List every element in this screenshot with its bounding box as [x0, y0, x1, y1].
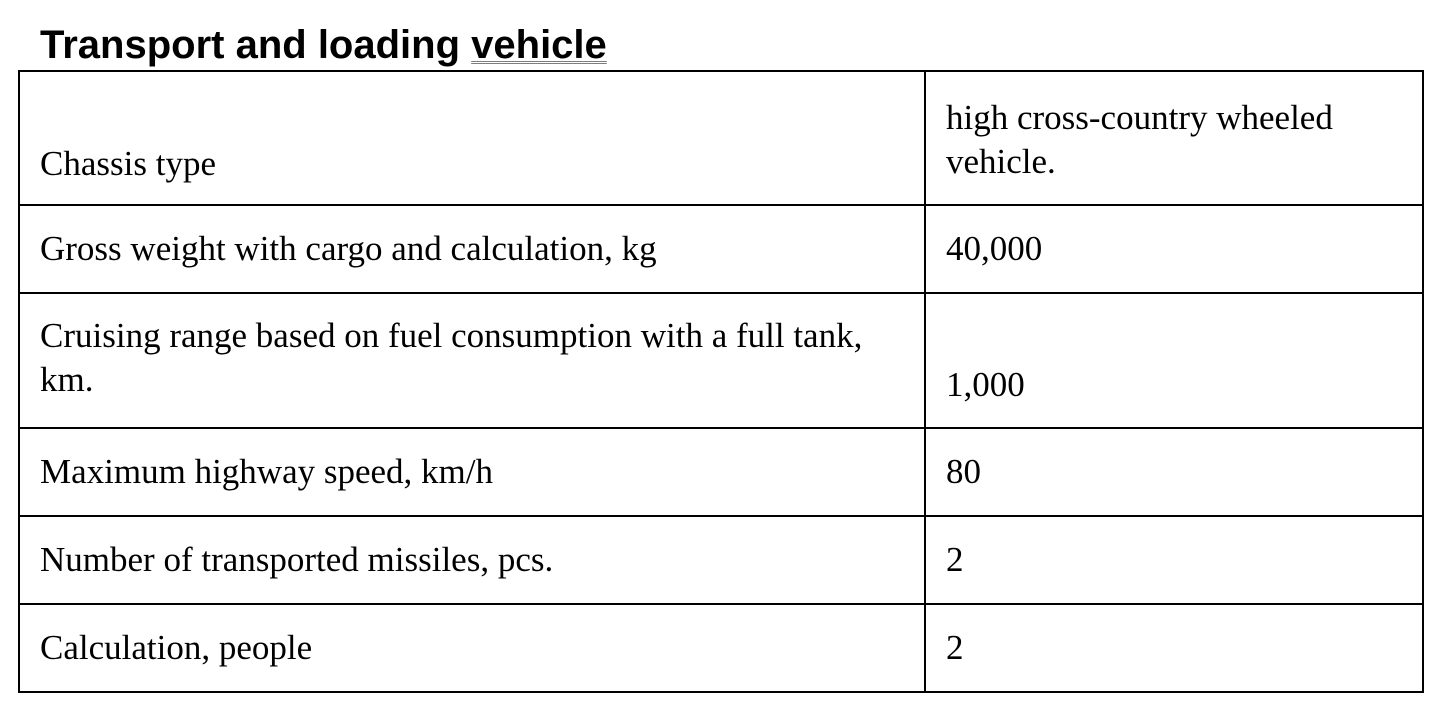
row-value[interactable]: 1,000 — [925, 293, 1423, 428]
table-row-gross-weight — [19, 205, 1423, 293]
row-label[interactable]: Calculation, people — [19, 604, 925, 692]
row-value[interactable]: 2 — [925, 604, 1423, 692]
row-label[interactable]: Cruising range based on fuel consumption with a full tank, km. — [19, 293, 925, 428]
row-label[interactable]: Maximum highway speed, km/h — [19, 428, 925, 516]
table-row-max-speed — [19, 428, 1423, 516]
document-title — [40, 21, 607, 69]
row-value[interactable]: 80 — [925, 428, 1423, 516]
row-value[interactable]: 40,000 — [925, 205, 1423, 293]
row-value[interactable]: 2 — [925, 516, 1423, 604]
row-label[interactable]: Number of transported missiles, pcs. — [19, 516, 925, 604]
specifications-table — [18, 70, 1424, 693]
table-row-calculation — [19, 604, 1423, 692]
row-label[interactable]: Chassis type — [19, 71, 925, 205]
title-spellcheck-word[interactable]: vehicle — [471, 23, 607, 67]
title-text: Transport and loading — [40, 23, 472, 67]
table-row-cruising-range — [19, 293, 1423, 428]
row-value[interactable]: high cross-country wheeled vehicle. — [925, 71, 1423, 205]
table-row-chassis-type — [19, 71, 1423, 205]
table-row-missiles — [19, 516, 1423, 604]
row-label[interactable]: Gross weight with cargo and calculation, kg — [19, 205, 925, 293]
